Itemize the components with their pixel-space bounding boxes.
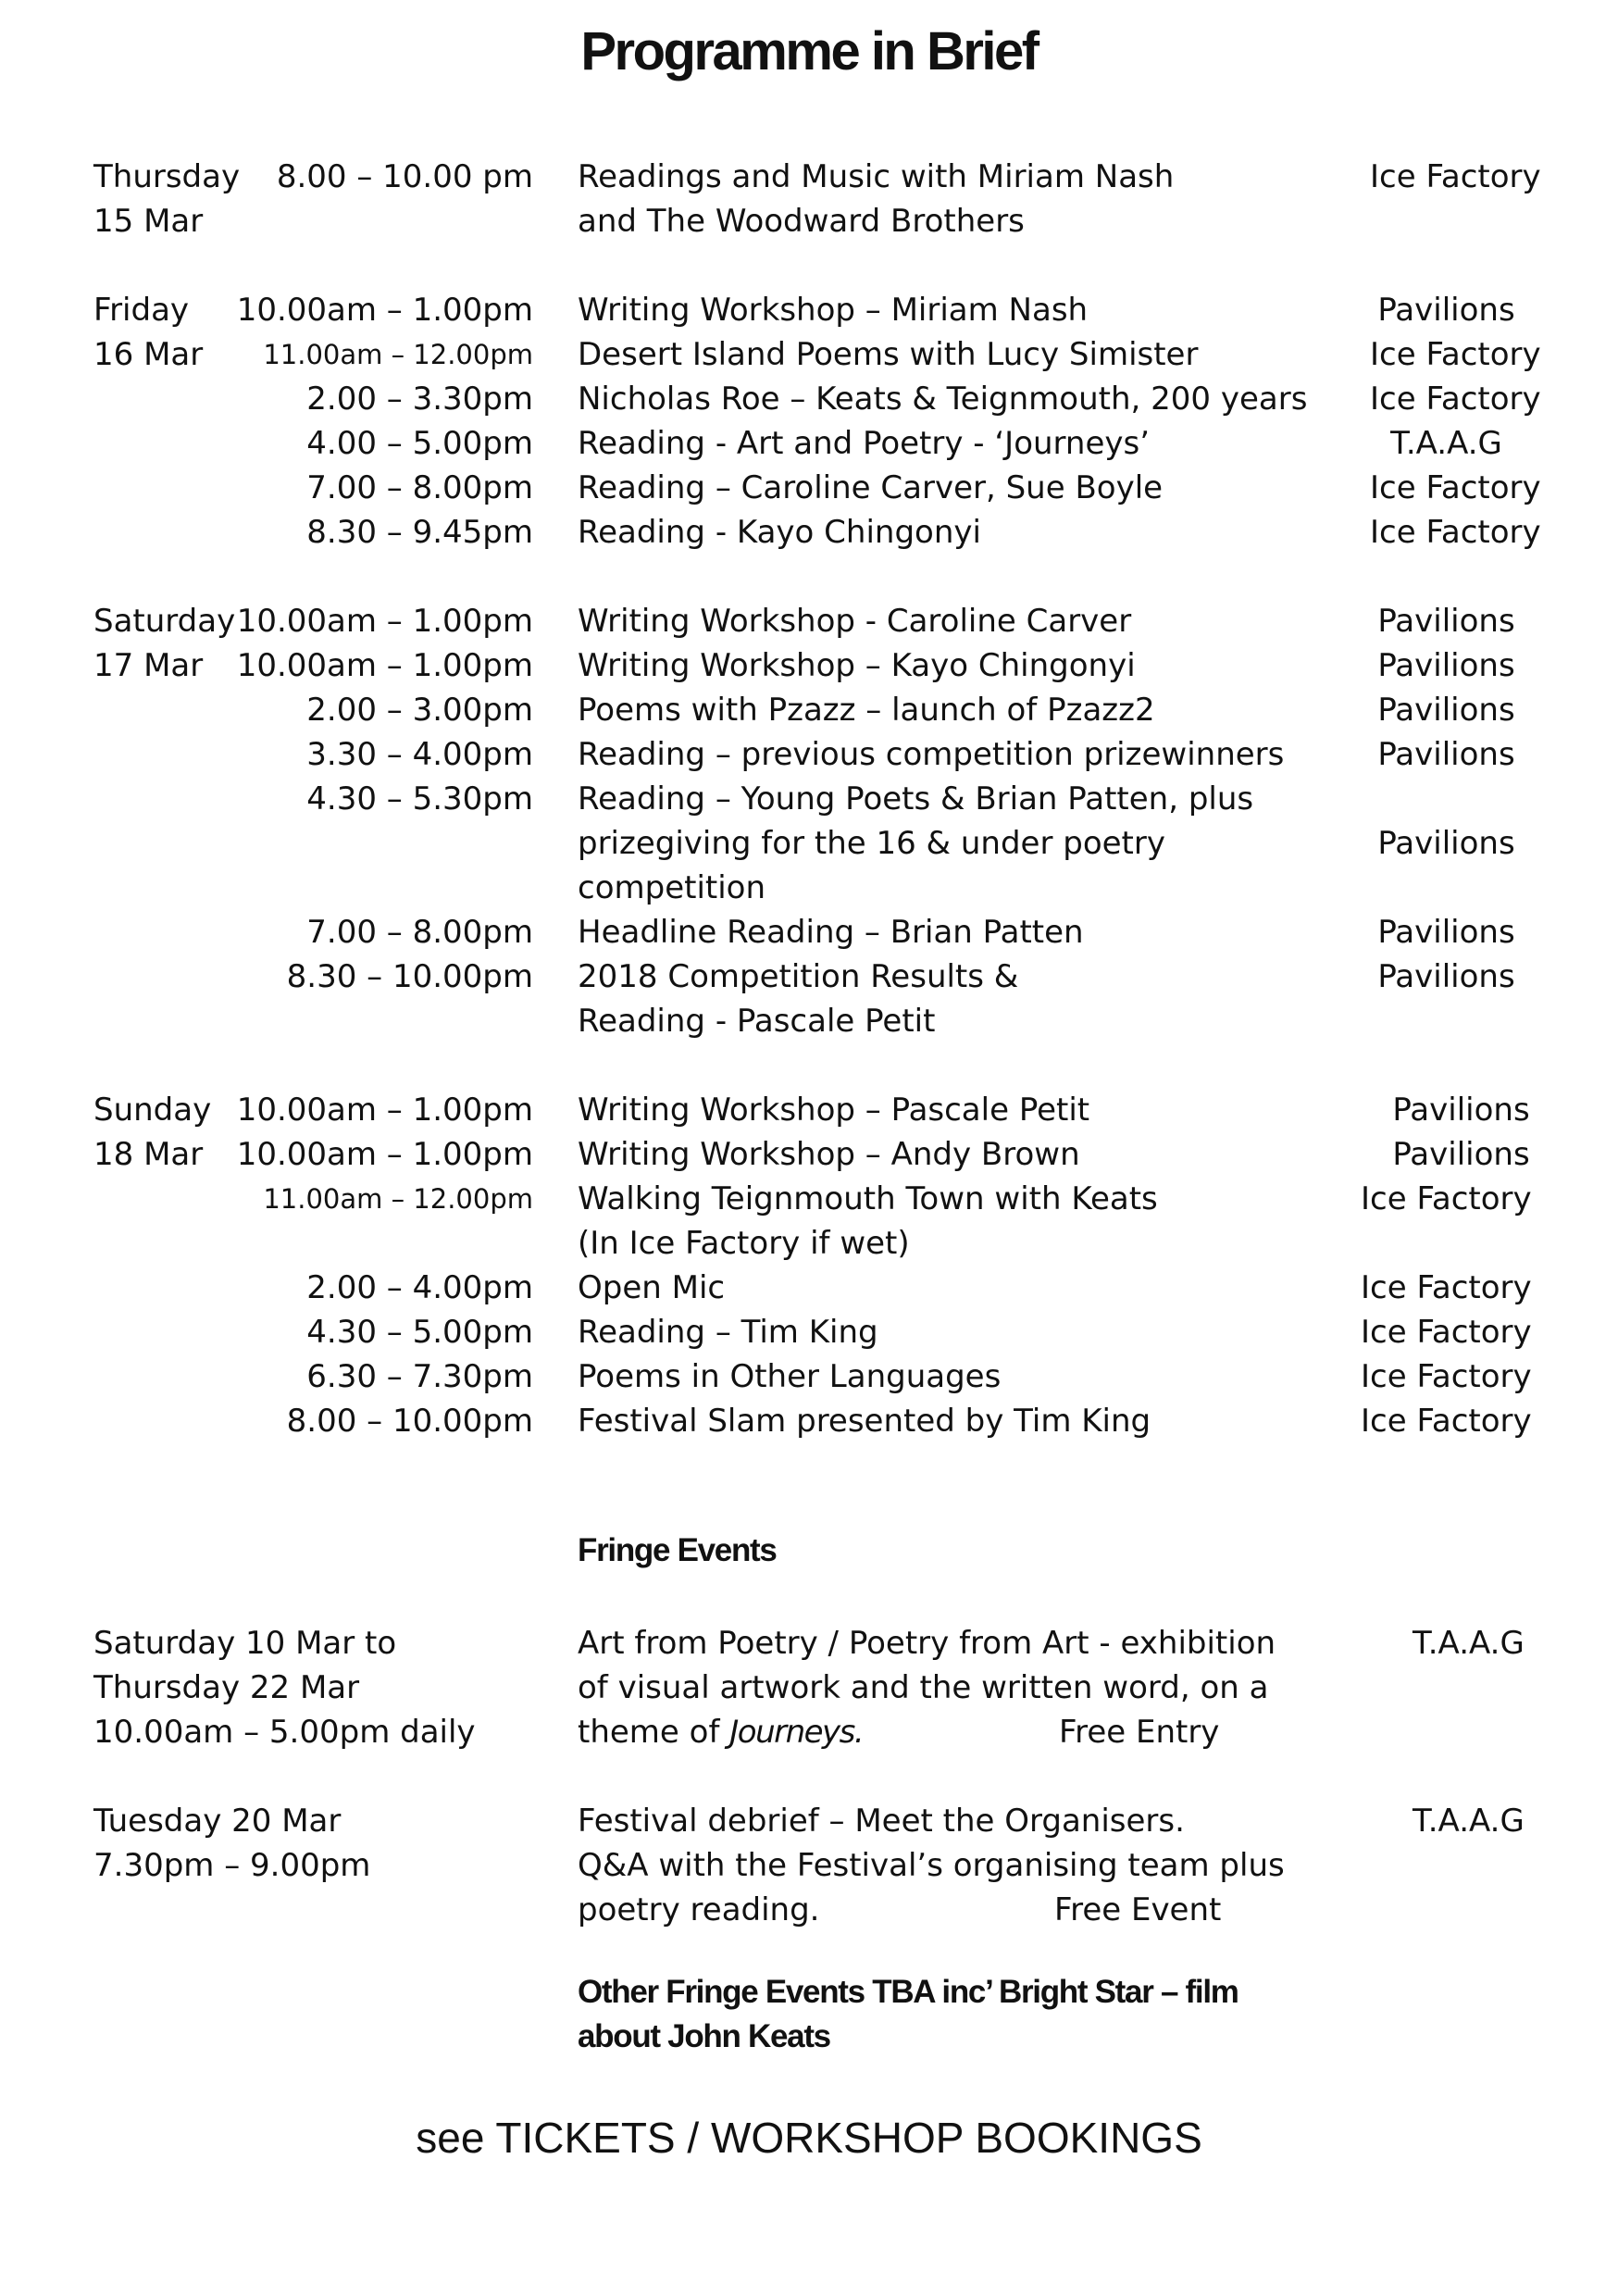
time-label: 4.30 – 5.00pm [306, 1314, 533, 1351]
day-label: Sunday [93, 1092, 212, 1129]
fringe-description: poetry reading. [578, 1891, 820, 1928]
venue-label: T.A.A.G [1413, 1803, 1525, 1840]
schedule-row [0, 155, 1618, 199]
venue-label: Pavilions [1377, 647, 1515, 684]
venue-label: Ice Factory [1361, 1269, 1532, 1306]
time-label: 8.30 – 9.45pm [306, 514, 533, 551]
schedule-row [0, 1310, 1618, 1354]
event-description: prizegiving for the 16 & under poetry [578, 825, 1165, 862]
event-description: Writing Workshop – Andy Brown [578, 1136, 1080, 1173]
time-label: 8.30 – 10.00pm [286, 958, 533, 995]
day-label: 16 Mar [93, 336, 204, 373]
fringe-description: of visual artwork and the written word, on a [578, 1669, 1269, 1706]
time-label: 10.00am – 1.00pm [236, 647, 533, 684]
event-description: (In Ice Factory if wet) [578, 1225, 910, 1262]
schedule-row [0, 377, 1618, 421]
schedule-row [0, 910, 1618, 955]
event-description: 2018 Competition Results & [578, 958, 1019, 995]
schedule-row [0, 866, 1618, 910]
venue-label: T.A.A.G [1413, 1625, 1525, 1662]
other-fringe-line: about John Keats [578, 2018, 830, 2054]
venue-label: T.A.A.G [1390, 425, 1502, 462]
day-label: Thursday [93, 158, 241, 195]
event-description: Nicholas Roe – Keats & Teignmouth, 200 years [578, 381, 1308, 418]
fringe-description: Art from Poetry / Poetry from Art - exhibition [578, 1625, 1276, 1662]
time-label: 10.00am – 1.00pm [236, 1136, 533, 1173]
fringe-when: 10.00am – 5.00pm daily [93, 1714, 476, 1751]
event-description: competition [578, 869, 766, 906]
time-label: 10.00am – 1.00pm [236, 292, 533, 329]
schedule-row [0, 1177, 1618, 1221]
time-label: 2.00 – 3.30pm [306, 381, 533, 418]
venue-label: Ice Factory [1370, 336, 1541, 373]
event-description: Poems in Other Languages [578, 1358, 1002, 1395]
schedule-row [0, 777, 1618, 821]
time-label: 10.00am – 1.00pm [236, 603, 533, 640]
fringe-heading: Fringe Events [578, 1532, 777, 1568]
other-fringe-events [578, 1970, 1238, 2059]
venue-label: Pavilions [1377, 958, 1515, 995]
venue-label: Ice Factory [1370, 381, 1541, 418]
event-description: Writing Workshop – Kayo Chingonyi [578, 647, 1136, 684]
event-description: Headline Reading – Brian Patten [578, 914, 1084, 951]
event-description: Reading – previous competition prizewinners [578, 736, 1285, 773]
day-label: Friday [93, 292, 190, 329]
time-label: 10.00am – 1.00pm [236, 1092, 533, 1129]
time-label: 11.00am – 12.00pm [263, 339, 533, 370]
venue-label: Ice Factory [1370, 158, 1541, 195]
event-description: and The Woodward Brothers [578, 203, 1025, 240]
schedule-row [0, 332, 1618, 377]
venue-label: Pavilions [1377, 914, 1515, 951]
page-title: Programme in Brief [580, 21, 1038, 81]
schedule-row [0, 1221, 1618, 1266]
tickets-bookings-note: see TICKETS / WORKSHOP BOOKINGS [416, 2114, 1202, 2162]
event-description: Reading - Pascale Petit [578, 1003, 936, 1040]
time-label: 7.00 – 8.00pm [306, 914, 533, 951]
time-label: 2.00 – 3.00pm [306, 692, 533, 729]
venue-label: Pavilions [1392, 1092, 1530, 1129]
schedule-row [0, 1088, 1618, 1132]
fringe-when: Tuesday 20 Mar [93, 1803, 342, 1840]
price-label: Free Entry [1059, 1714, 1220, 1751]
fringe-description [578, 1710, 863, 1754]
event-description: Writing Workshop – Miriam Nash [578, 292, 1089, 329]
time-label: 11.00am – 12.00pm [263, 1183, 533, 1215]
venue-label: Ice Factory [1361, 1180, 1532, 1217]
venue-label: Pavilions [1377, 692, 1515, 729]
other-fringe-line: Other Fringe Events TBA inc’ Bright Star – film [578, 1974, 1238, 2010]
schedule-row [0, 688, 1618, 732]
event-description: Reading – Young Poets & Brian Patten, plus [578, 780, 1254, 817]
event-description: Readings and Music with Miriam Nash [578, 158, 1175, 195]
day-label: Saturday [93, 603, 236, 640]
schedule-row [0, 1354, 1618, 1399]
time-label: 8.00 – 10.00 pm [276, 158, 533, 195]
schedule-row [0, 466, 1618, 510]
venue-label: Ice Factory [1361, 1403, 1532, 1440]
event-description: Walking Teignmouth Town with Keats [578, 1180, 1158, 1217]
schedule-row [0, 999, 1618, 1043]
schedule-row [0, 199, 1618, 243]
event-description: Reading - Art and Poetry - ‘Journeys’ [578, 425, 1151, 462]
event-description: Reading – Tim King [578, 1314, 878, 1351]
event-description: Reading – Caroline Carver, Sue Boyle [578, 469, 1164, 506]
time-label: 4.30 – 5.30pm [306, 780, 533, 817]
schedule-row [0, 288, 1618, 332]
event-description: Festival Slam presented by Tim King [578, 1403, 1151, 1440]
fringe-when: Thursday 22 Mar [93, 1669, 360, 1706]
day-label: 18 Mar [93, 1136, 204, 1173]
venue-label: Ice Factory [1370, 514, 1541, 551]
fringe-when: 7.30pm – 9.00pm [93, 1847, 371, 1884]
schedule-row [0, 1132, 1618, 1177]
event-description: Writing Workshop – Pascale Petit [578, 1092, 1090, 1129]
schedule-row [0, 1399, 1618, 1443]
venue-label: Ice Factory [1361, 1358, 1532, 1395]
venue-label: Pavilions [1377, 292, 1515, 329]
time-label: 4.00 – 5.00pm [306, 425, 533, 462]
schedule-row [0, 1266, 1618, 1310]
venue-label: Ice Factory [1370, 469, 1541, 506]
day-label: 15 Mar [93, 203, 204, 240]
venue-label: Pavilions [1377, 736, 1515, 773]
schedule-row [0, 510, 1618, 555]
time-label: 3.30 – 4.00pm [306, 736, 533, 773]
venue-label: Pavilions [1377, 825, 1515, 862]
day-label: 17 Mar [93, 647, 204, 684]
time-label: 2.00 – 4.00pm [306, 1269, 533, 1306]
price-label: Free Event [1054, 1891, 1222, 1928]
schedule-row [0, 821, 1618, 866]
schedule-row [0, 421, 1618, 466]
venue-label: Pavilions [1377, 603, 1515, 640]
time-label: 8.00 – 10.00pm [286, 1403, 533, 1440]
event-description: Poems with Pzazz – launch of Pzazz2 [578, 692, 1155, 729]
fringe-description-text: theme of [578, 1714, 730, 1751]
event-description: Writing Workshop - Caroline Carver [578, 603, 1132, 640]
fringe-when: Saturday 10 Mar to [93, 1625, 397, 1662]
event-description: Reading - Kayo Chingonyi [578, 514, 981, 551]
schedule-row [0, 955, 1618, 999]
event-description: Desert Island Poems with Lucy Simister [578, 336, 1199, 373]
fringe-description: Festival debrief – Meet the Organisers. [578, 1803, 1185, 1840]
fringe-description: Q&A with the Festival’s organising team plus [578, 1847, 1285, 1884]
time-label: 6.30 – 7.30pm [306, 1358, 533, 1395]
time-label: 7.00 – 8.00pm [306, 469, 533, 506]
event-description: Open Mic [578, 1269, 726, 1306]
venue-label: Pavilions [1392, 1136, 1530, 1173]
venue-label: Ice Factory [1361, 1314, 1532, 1351]
schedule-row [0, 643, 1618, 688]
fringe-description-italic: Journeys. [729, 1714, 864, 1751]
schedule-row [0, 732, 1618, 777]
schedule-row [0, 599, 1618, 643]
